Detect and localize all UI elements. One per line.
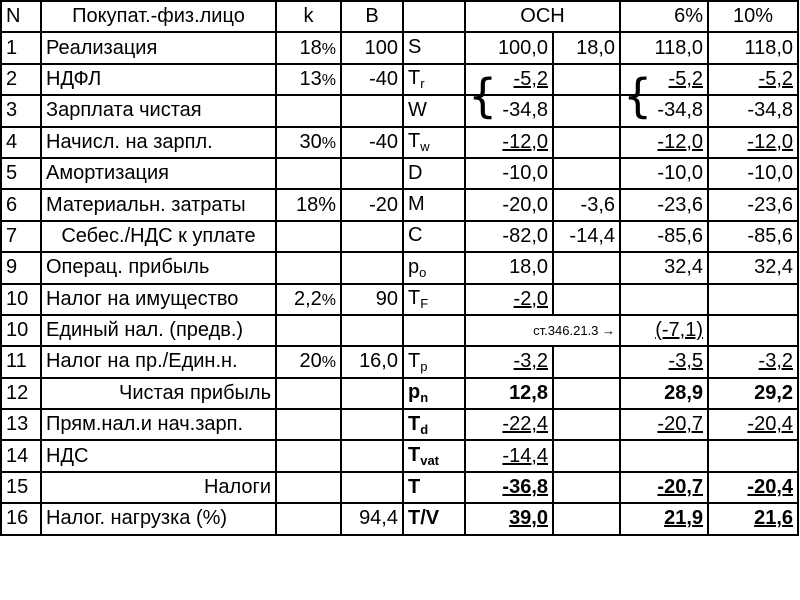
row-k: [276, 158, 341, 189]
row-number: 15: [1, 472, 41, 503]
row-name: Операц. прибыль: [41, 252, 276, 283]
row-name: Амортизация: [41, 158, 276, 189]
table-row: [1, 221, 798, 252]
row-k: 2,2%: [276, 284, 341, 315]
row-10pct: 21,6: [708, 503, 798, 534]
table-row: [1, 127, 798, 158]
row-k: 13%: [276, 64, 341, 95]
brace-icon: {: [623, 68, 653, 123]
table-row: [1, 409, 798, 440]
row-osn-vat: [553, 440, 620, 471]
row-name: Себес./НДС к уплате: [41, 221, 276, 252]
row-10pct: -10,0: [708, 158, 798, 189]
row-osn-value: -14,4: [465, 440, 553, 471]
row-osn-vat: [553, 409, 620, 440]
row-6pct: -3,5: [620, 346, 708, 377]
row-osn-value: 12,8: [465, 378, 553, 409]
row-6pct: [620, 440, 708, 471]
row-osn-value: -2,0: [465, 284, 553, 315]
header-buyer: Покупат.-физ.лицо: [41, 1, 276, 32]
row-k: [276, 315, 341, 346]
row-symbol: $p_o$: [403, 252, 465, 283]
row-b: [341, 221, 403, 252]
row-osn-vat: [553, 127, 620, 158]
row-10pct: -3,2: [708, 346, 798, 377]
row-symbol: S: [403, 32, 465, 63]
row-b: [341, 252, 403, 283]
table-row: [1, 64, 798, 95]
row-6pct: -10,0: [620, 158, 708, 189]
table-row: [1, 158, 798, 189]
row-osn-value: { -5,2: [465, 64, 553, 95]
row-number: 5: [1, 158, 41, 189]
header-b: B: [341, 1, 403, 32]
row-osn-value: -22,4: [465, 409, 553, 440]
row-symbol: C: [403, 221, 465, 252]
row-6pct: 118,0: [620, 32, 708, 63]
row-6pct: -20,7: [620, 472, 708, 503]
row-name: Материальн. затраты: [41, 189, 276, 220]
table-row: [1, 252, 798, 283]
row-osn-note: ст.346.21.3 →: [465, 315, 620, 346]
row-name: Налог на имущество: [41, 284, 276, 315]
row-osn-vat: [553, 346, 620, 377]
row-6pct: -23,6: [620, 189, 708, 220]
row-10pct: -20,4: [708, 409, 798, 440]
row-number: 14: [1, 440, 41, 471]
header-n: N: [1, 1, 41, 32]
row-name: Налоги: [41, 472, 276, 503]
row-k: [276, 440, 341, 471]
row-osn-vat: [553, 503, 620, 534]
row-osn-vat: 18,0: [553, 32, 620, 63]
row-osn-vat: -3,6: [553, 189, 620, 220]
row-osn-value: -10,0: [465, 158, 553, 189]
row-osn-vat: -14,4: [553, 221, 620, 252]
header-symbol: [403, 1, 465, 32]
row-b: [341, 158, 403, 189]
table-row: [1, 503, 798, 534]
row-osn-value: -20,0: [465, 189, 553, 220]
row-k: [276, 472, 341, 503]
row-symbol: [403, 315, 465, 346]
row-10pct: -23,6: [708, 189, 798, 220]
row-b: 100: [341, 32, 403, 63]
row-b: [341, 472, 403, 503]
row-number: 13: [1, 409, 41, 440]
row-k: 18%: [276, 32, 341, 63]
row-k: 18%: [276, 189, 341, 220]
row-k: [276, 409, 341, 440]
row-k: [276, 95, 341, 126]
header-6pct: 6%: [620, 1, 708, 32]
row-6pct: 28,9: [620, 378, 708, 409]
row-k: 30%: [276, 127, 341, 158]
row-osn-value: -34,8: [465, 95, 553, 126]
row-10pct: 32,4: [708, 252, 798, 283]
row-number: 10: [1, 315, 41, 346]
row-b: 94,4: [341, 503, 403, 534]
row-10pct: [708, 440, 798, 471]
row-6pct: (-7,1): [620, 315, 708, 346]
row-10pct: [708, 315, 798, 346]
row-symbol: $T_F$: [403, 284, 465, 315]
row-name: Начисл. на зарпл.: [41, 127, 276, 158]
row-symbol: $T_r$: [403, 64, 465, 95]
row-osn-vat: [553, 158, 620, 189]
brace-icon: {: [468, 68, 498, 123]
row-k: 20%: [276, 346, 341, 377]
row-osn-vat: [553, 64, 620, 95]
row-k: [276, 252, 341, 283]
row-symbol: $p_n$: [403, 378, 465, 409]
row-10pct: -12,0: [708, 127, 798, 158]
row-b: -40: [341, 64, 403, 95]
row-b: -20: [341, 189, 403, 220]
row-symbol: D: [403, 158, 465, 189]
table-row: [1, 315, 798, 346]
row-osn-vat: [553, 95, 620, 126]
table-row: [1, 95, 798, 126]
row-osn-value: -3,2: [465, 346, 553, 377]
row-name: Налог. нагрузка (%): [41, 503, 276, 534]
row-name: НДФЛ: [41, 64, 276, 95]
row-symbol: $T_w$: [403, 127, 465, 158]
table-row: [1, 189, 798, 220]
row-osn-vat: [553, 378, 620, 409]
row-b: [341, 95, 403, 126]
row-6pct: -20,7: [620, 409, 708, 440]
row-10pct: -5,2: [708, 64, 798, 95]
row-number: 16: [1, 503, 41, 534]
row-symbol: T/V: [403, 503, 465, 534]
row-number: 2: [1, 64, 41, 95]
row-symbol: $T_p$: [403, 346, 465, 377]
row-symbol: $T_{vat}$: [403, 440, 465, 471]
row-number: 6: [1, 189, 41, 220]
row-b: [341, 315, 403, 346]
row-number: 3: [1, 95, 41, 126]
table-row: [1, 378, 798, 409]
row-10pct: -20,4: [708, 472, 798, 503]
row-number: 1: [1, 32, 41, 63]
table-row: [1, 472, 798, 503]
row-osn-vat: [553, 284, 620, 315]
header-osn: ОСН: [465, 1, 620, 32]
row-b: 16,0: [341, 346, 403, 377]
row-6pct: -85,6: [620, 221, 708, 252]
row-b: -40: [341, 127, 403, 158]
row-10pct: 118,0: [708, 32, 798, 63]
row-6pct: -34,8: [620, 95, 708, 126]
row-number: 7: [1, 221, 41, 252]
row-b: 90: [341, 284, 403, 315]
row-number: 9: [1, 252, 41, 283]
row-name: Зарплата чистая: [41, 95, 276, 126]
header-row: [1, 1, 798, 32]
row-b: [341, 440, 403, 471]
row-number: 4: [1, 127, 41, 158]
row-symbol: T: [403, 472, 465, 503]
table-row: [1, 32, 798, 63]
row-symbol: W: [403, 95, 465, 126]
row-name: Прям.нал.и нач.зарп.: [41, 409, 276, 440]
row-6pct: -12,0: [620, 127, 708, 158]
row-number: 11: [1, 346, 41, 377]
row-10pct: -34,8: [708, 95, 798, 126]
row-6pct: 32,4: [620, 252, 708, 283]
row-10pct: -85,6: [708, 221, 798, 252]
row-number: 10: [1, 284, 41, 315]
row-name: Чистая прибыль: [41, 378, 276, 409]
row-k: [276, 221, 341, 252]
row-6pct: { -5,2: [620, 64, 708, 95]
row-symbol: $T_d$: [403, 409, 465, 440]
row-name: Единый нал. (предв.): [41, 315, 276, 346]
row-osn-value: 18,0: [465, 252, 553, 283]
row-10pct: 29,2: [708, 378, 798, 409]
row-osn-value: -12,0: [465, 127, 553, 158]
row-10pct: [708, 284, 798, 315]
row-osn-value: 39,0: [465, 503, 553, 534]
row-6pct: [620, 284, 708, 315]
row-k: [276, 503, 341, 534]
row-k: [276, 378, 341, 409]
row-osn-value: -82,0: [465, 221, 553, 252]
row-number: 12: [1, 378, 41, 409]
row-osn-value: -36,8: [465, 472, 553, 503]
row-name: НДС: [41, 440, 276, 471]
row-symbol: M: [403, 189, 465, 220]
table-row: [1, 440, 798, 471]
header-k: k: [276, 1, 341, 32]
row-osn-value: 100,0: [465, 32, 553, 63]
table-row: [1, 346, 798, 377]
row-name: Налог на пр./Един.н.: [41, 346, 276, 377]
row-b: [341, 378, 403, 409]
table-row: [1, 284, 798, 315]
header-10pct: 10%: [708, 1, 798, 32]
row-name: Реализация: [41, 32, 276, 63]
row-6pct: 21,9: [620, 503, 708, 534]
row-b: [341, 409, 403, 440]
row-osn-vat: [553, 472, 620, 503]
row-osn-vat: [553, 252, 620, 283]
